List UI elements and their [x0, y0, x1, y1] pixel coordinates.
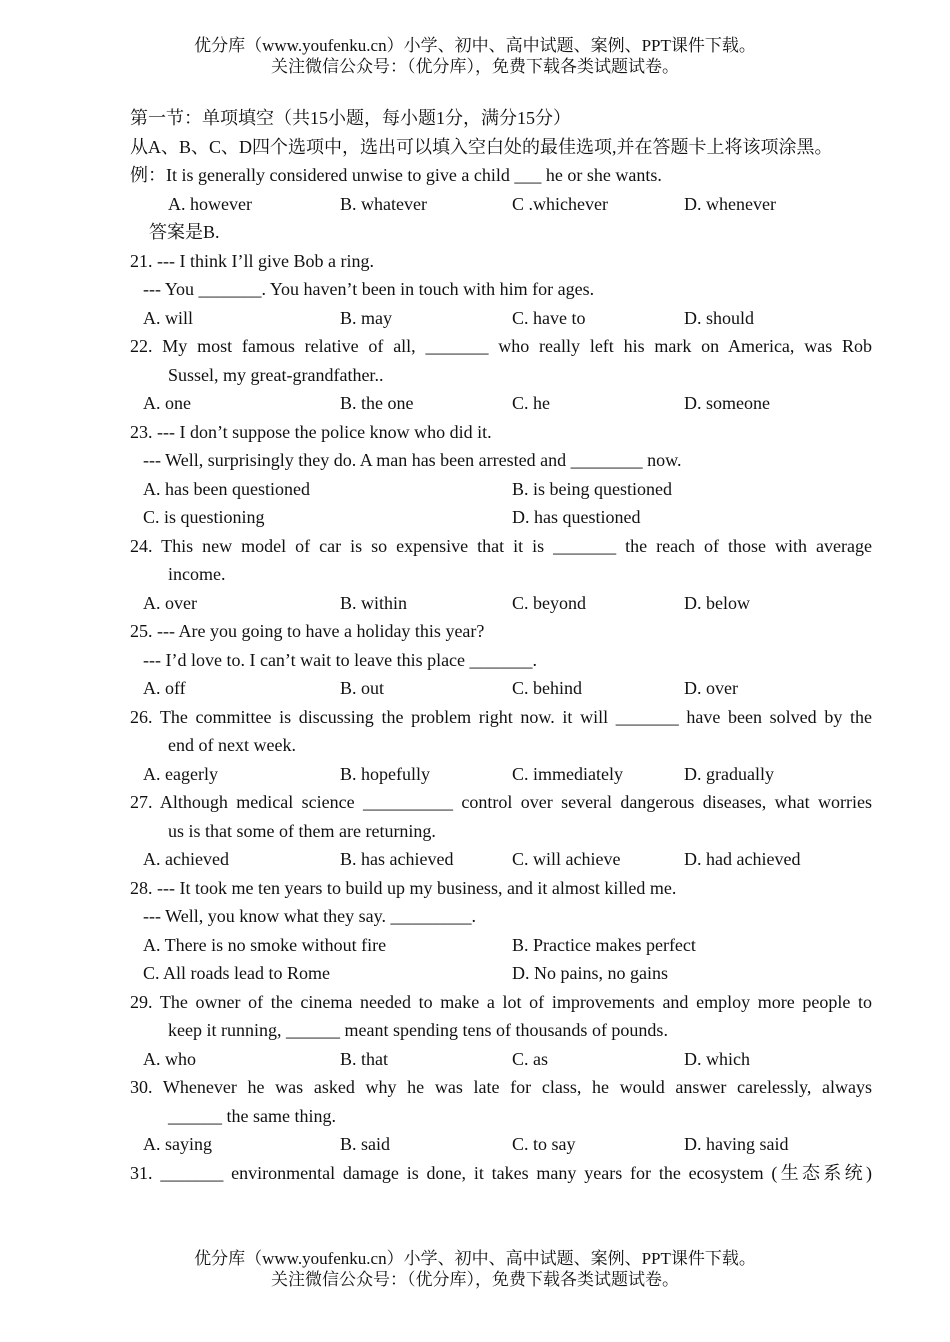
option-b: B. may — [340, 307, 392, 328]
option-b: B. the one — [340, 393, 414, 413]
question-stem: 29. The owner of the cinema needed to make a lot of improvements and employ more people to — [130, 991, 872, 1012]
option-a: A. achieved — [143, 849, 229, 869]
option-c: C. is questioning — [143, 507, 265, 527]
option-d: D. having said — [684, 1134, 789, 1154]
question-stem: 23. --- I don’t suppose the police know who did it. — [130, 421, 492, 442]
option-c: C. will achieve — [512, 849, 621, 869]
footer-line-1: 优分库（www.youfenku.cn）小学、初中、高中试题、案例、PPT课件下载。 — [194, 1249, 756, 1268]
question-options-row-1 — [130, 475, 872, 504]
question-stem: 26. The committee is discussing the problem right now. it will _______ have been solved by the — [130, 706, 872, 727]
option-b: B. is being questioned — [512, 478, 672, 499]
option-d: D. No pains, no gains — [512, 963, 668, 983]
option-b: B. said — [340, 1134, 391, 1154]
example-options — [130, 190, 872, 219]
question-dialog-reply: --- I’d love to. I can’t wait to leave this place _______. — [143, 649, 538, 670]
option-d: D. has questioned — [512, 507, 641, 527]
option-c: C. behind — [512, 678, 582, 698]
option-a: A. has been questioned — [143, 478, 310, 499]
option-d: D. had achieved — [684, 849, 801, 869]
option-a: A. over — [143, 592, 197, 613]
option-c: C. as — [512, 1048, 548, 1069]
option-a: A. There is no smoke without fire — [143, 934, 387, 955]
option-a: A. one — [143, 393, 191, 413]
example-option-b: B. whatever — [340, 193, 427, 214]
option-b: B. out — [340, 678, 385, 698]
question-options — [130, 760, 872, 789]
option-b: B. that — [340, 1048, 388, 1069]
example-stem: 例：It is generally considered unwise to give a child ___ he or she wants. — [130, 165, 662, 185]
question-stem-continued: Sussel, my great-grandfather.. — [168, 364, 384, 385]
question-stem: 21. --- I think I’ll give Bob a ring. — [130, 250, 374, 271]
question-stem: 30. Whenever he was asked why he was late for class, he would answer carelessly, always — [130, 1077, 872, 1097]
question-options — [130, 304, 872, 333]
question-dialog-reply: --- You _______. You haven’t been in touch with him for ages. — [143, 279, 595, 299]
example-option-a: A. however — [168, 193, 252, 214]
question-stem-continued: income. — [168, 564, 226, 584]
section-instruction: 从A、B、C、D四个选项中，选出可以填入空白处的最佳选项,并在答题卡上将该项涂黑。 — [130, 136, 833, 157]
question-stem: 28. --- It took me ten years to build up my business, and it almost killed me. — [130, 877, 677, 898]
option-c: C. to say — [512, 1134, 576, 1154]
option-b: B. Practice makes perfect — [512, 934, 696, 955]
option-c: C. immediately — [512, 763, 623, 784]
question-stem: 27. Although medical science __________ control over several dangerous diseases, what worries — [130, 792, 872, 812]
option-d: D. gradually — [684, 763, 774, 784]
question-dialog-reply: --- Well, surprisingly they do. A man has been arrested and ________ now. — [143, 450, 682, 470]
option-c: C. All roads lead to Rome — [143, 963, 330, 983]
option-a: A. will — [143, 307, 194, 328]
example-option-c: C .whichever — [512, 193, 608, 214]
exam-content — [130, 104, 872, 1187]
header-line-1: 优分库（www.youfenku.cn）小学、初中、高中试题、案例、PPT课件下载。 — [194, 36, 756, 55]
question-options — [130, 589, 872, 618]
question-options — [130, 1130, 872, 1159]
footer-line-2: 关注微信公众号：（优分库），免费下载各类试题试卷。 — [271, 1270, 679, 1289]
question-options-row-2 — [130, 503, 872, 532]
option-d: D. someone — [684, 393, 770, 413]
option-a: A. saying — [143, 1134, 212, 1154]
question-options-row-2 — [130, 959, 872, 988]
example-answer: 答案是B. — [149, 222, 220, 242]
option-c: C. beyond — [512, 592, 586, 613]
question-stem-continued: ______ the same thing. — [168, 1105, 336, 1126]
question-stem-continued: us is that some of them are returning. — [168, 820, 436, 841]
question-stem: 24. This new model of car is so expensive that it is _______ the reach of those with average — [130, 535, 872, 556]
example-option-d: D. whenever — [684, 193, 776, 214]
option-a: A. who — [143, 1048, 196, 1069]
option-b: B. within — [340, 592, 408, 613]
question-options — [130, 845, 872, 874]
option-c: C. he — [512, 393, 550, 413]
option-d: D. over — [684, 678, 738, 698]
question-stem: 22. My most famous relative of all, _______ who really left his mark on America, was Rob — [130, 336, 872, 356]
question-options — [130, 1045, 872, 1074]
question-options — [130, 674, 872, 703]
question-options — [130, 389, 872, 418]
option-a: A. eagerly — [143, 763, 218, 784]
section-title: 第一节：单项填空（共15小题，每小题1分，满分15分） — [130, 108, 571, 128]
question-stem-continued: end of next week. — [168, 735, 296, 755]
option-b: B. hopefully — [340, 763, 430, 784]
question-options-row-1 — [130, 931, 872, 960]
option-b: B. has achieved — [340, 849, 454, 869]
question-stem: 25. --- Are you going to have a holiday this year? — [130, 621, 485, 641]
option-d: D. should — [684, 307, 755, 328]
question-stem-continued: keep it running, ______ meant spending tens of thousands of pounds. — [168, 1020, 668, 1040]
question-dialog-reply: --- Well, you know what they say. _________. — [143, 906, 476, 926]
header-line-2: 关注微信公众号：（优分库），免费下载各类试题试卷。 — [271, 57, 679, 76]
page-footer — [0, 1248, 950, 1290]
option-d: D. below — [684, 592, 750, 613]
option-d: D. which — [684, 1048, 750, 1069]
option-c: C. have to — [512, 307, 586, 328]
question-stem: 31. _______ environmental damage is done, it takes many years for the ecosystem (生态系统) — [130, 1162, 872, 1183]
page-header — [0, 35, 950, 77]
option-a: A. off — [143, 678, 186, 698]
